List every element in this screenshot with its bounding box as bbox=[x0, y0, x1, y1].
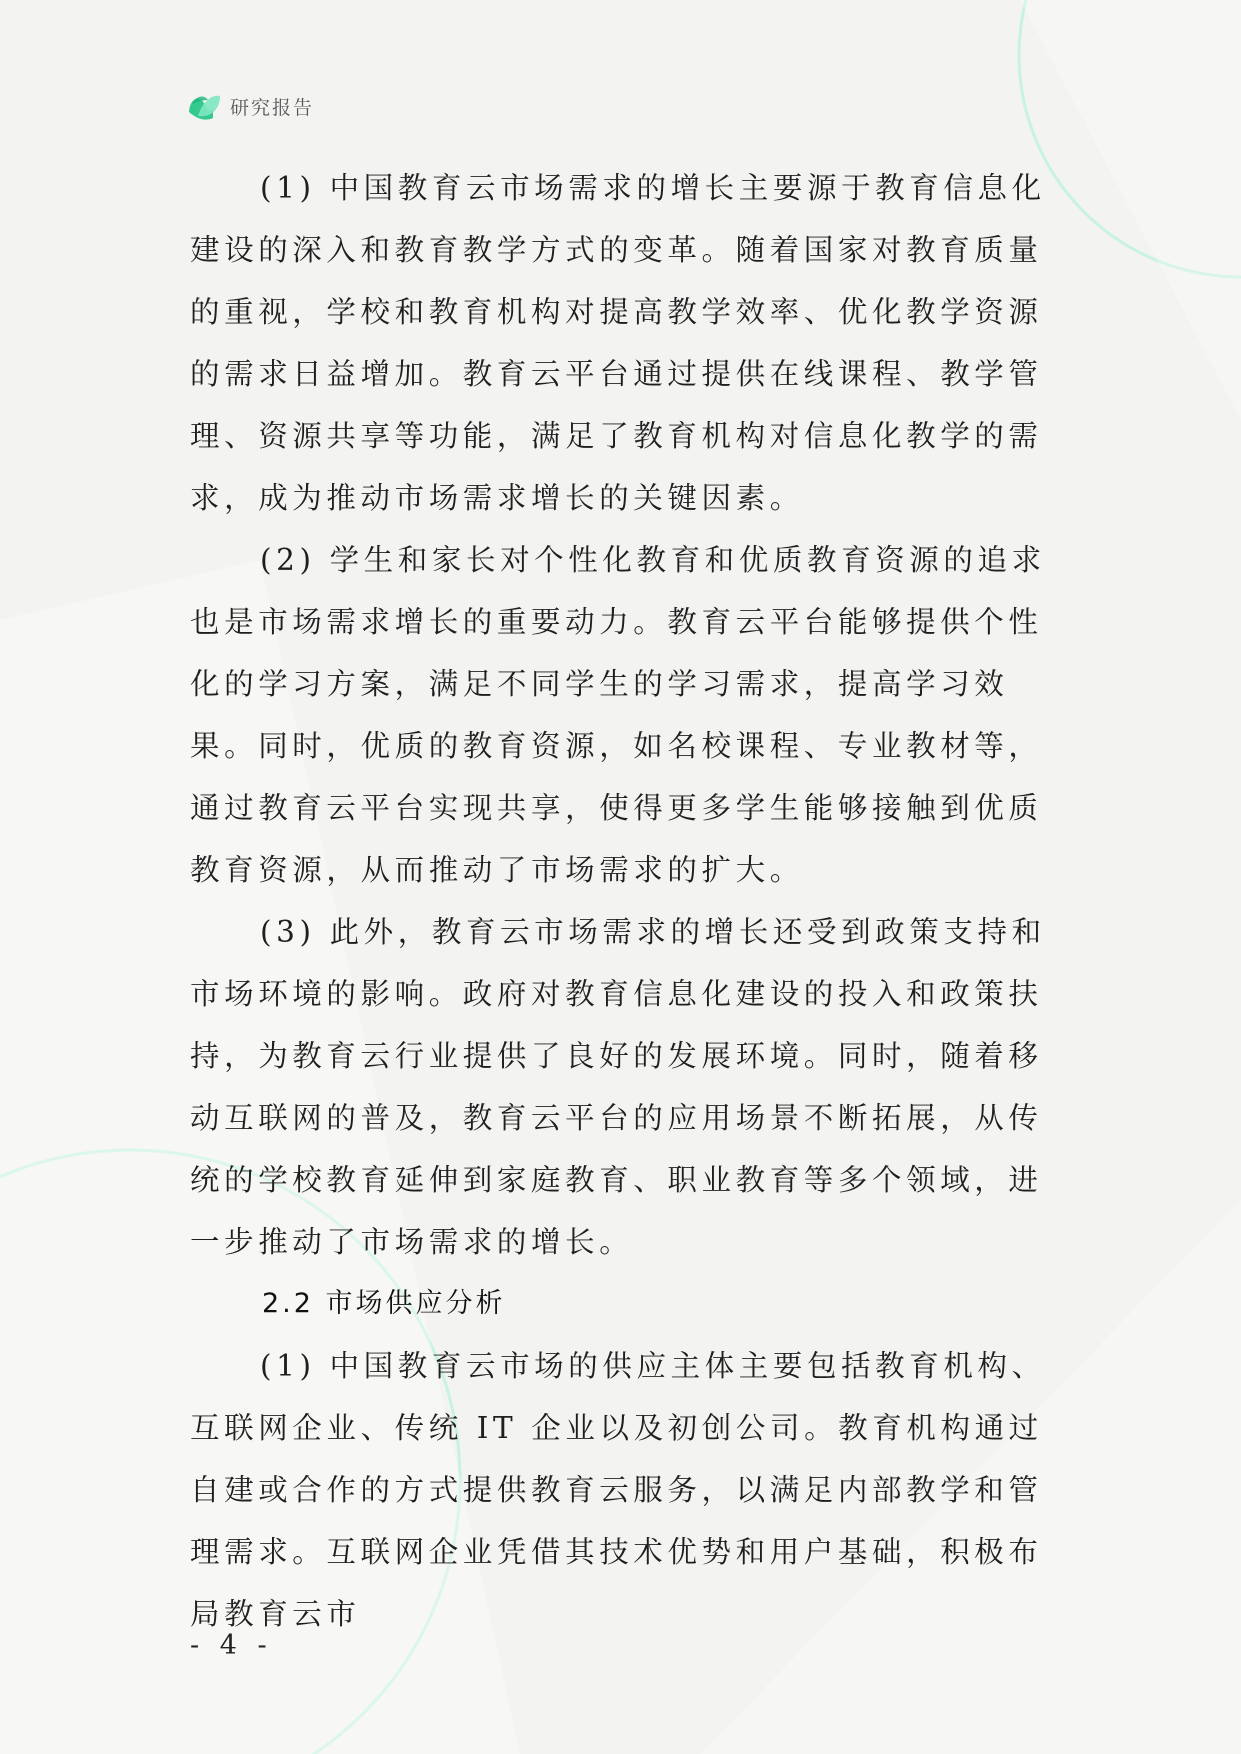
paragraph-demand-2: (2) 学生和家长对个性化教育和优质教育资源的追求也是市场需求增长的重要动力。教育云平台能够提供个性化的学习方案，满足不同学生的学习需求，提高学习效果。同时，优质的教育资源，如名校课程、专业教材等，通过教育云平台实现共享，使得更多学生能够接触到优质教育资源，从而推动了市场需求的扩大。 bbox=[190, 543, 1046, 887]
page-number: - 4 - bbox=[190, 1630, 273, 1661]
leaf-logo-icon bbox=[186, 88, 222, 124]
section-heading: 2.2 市场供应分析 bbox=[262, 1288, 506, 1319]
paragraph-supply-1: (1) 中国教育云市场的供应主体主要包括教育机构、互联网企业、传统 IT 企业以及初创公司。教育机构通过自建或合作的方式提供教育云服务，以满足内部教学和管理需求。互联网企业凭借其技术优势和用户基础，积极布局教育云市 bbox=[190, 1349, 1046, 1631]
paragraph-demand-3: (3) 此外，教育云市场需求的增长还受到政策支持和市场环境的影响。政府对教育信息化建设的投入和政策扶持，为教育云行业提供了良好的发展环境。同时，随着移动互联网的普及，教育云平台的应用场景不断拓展，从传统的学校教育延伸到家庭教育、职业教育等多个领域，进一步推动了市场需求的增长。 bbox=[190, 915, 1046, 1259]
report-header bbox=[186, 88, 314, 124]
paragraph-demand-1: (1) 中国教育云市场需求的增长主要源于教育信息化建设的深入和教育教学方式的变革。随着国家对教育质量的重视，学校和教育机构对提高教学效率、优化教学资源的需求日益增加。教育云平台通过提供在线课程、教学管理、资源共享等功能，满足了教育机构对信息化教学的需求，成为推动市场需求增长的关键因素。 bbox=[190, 171, 1046, 515]
report-header-title: 研究报告 bbox=[230, 96, 315, 119]
document-body bbox=[190, 157, 1050, 1645]
decorative-shape-top bbox=[1020, 0, 1241, 420]
